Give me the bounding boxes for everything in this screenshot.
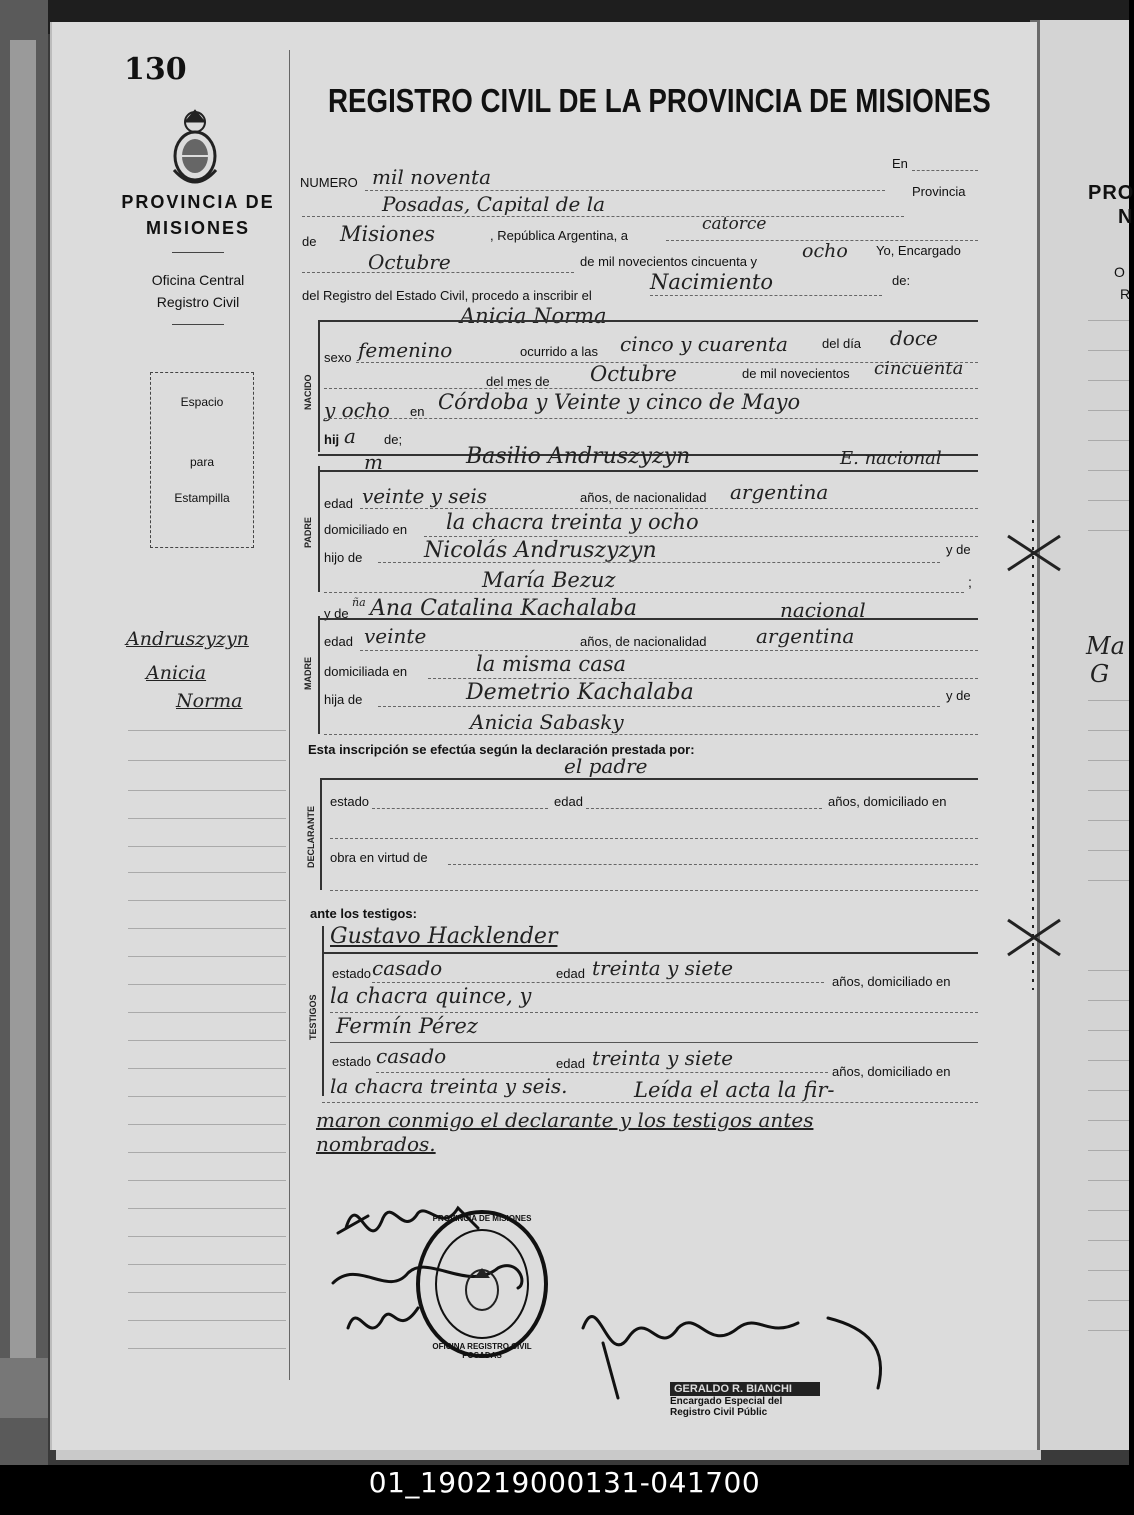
mother-hija-label: hija de [324,692,363,707]
numero-label: NUMERO [300,175,358,190]
stamp-line: GERALDO R. BIANCHI [670,1382,820,1396]
witness-1-estado: casado [372,956,443,980]
father-name-suffix: E. nacional [840,448,942,469]
witness-1-name: Gustavo Hacklender [330,924,558,949]
declarante-obra-label: obra en virtud de [330,850,428,865]
column-divider [289,50,290,1380]
rule [318,618,978,620]
father-nac-value: argentina [730,480,829,504]
stamp-box-label: Estampilla [174,491,230,505]
mother-name-suffix: nacional [780,598,866,622]
year-value: ocho [802,240,848,262]
office-label-2: Registro Civil [156,294,240,310]
official-name-stamp [670,1382,820,1418]
province-name: MISIONES [145,218,250,238]
maternal-grandmother: Anicia Sabasky [470,710,624,734]
fill-line [372,808,548,809]
nacido-section-label: NACIDO [303,374,313,410]
witness-1-estado-label: estado [332,966,372,981]
mother-edad-label: edad [324,634,353,649]
mother-nac-label: años, de nacionalidad [580,634,707,649]
closing-line-2: maron conmigo el declarante y los testigos antes [316,1108,814,1132]
rule [330,1042,978,1043]
seal-icon [414,1208,550,1360]
mother-dom-value: la misma casa [476,652,627,676]
page-title: REGISTRO CIVIL DE LA PROVINCIA DE MISIONES [328,82,991,119]
witness-2-estado: casado [376,1044,447,1068]
hij-label: hij [324,432,340,447]
next-page-margin-note: Ma [1086,632,1125,660]
declarante-estado-label: estado [330,794,370,809]
sexo-value: femenino [358,338,453,362]
next-page-margin-note: G [1090,660,1110,688]
seal-top-text: PROVINCIA DE MISIONES [432,1214,532,1223]
maternal-grandfather: Demetrio Kachalaba [466,680,694,705]
fill-line [302,272,574,273]
testigos-section-label: TESTIGOS [308,994,318,1040]
testigos-intro: ante los testigos: [310,906,417,921]
fill-line [424,536,978,537]
closing-line-1: Leída el acta la fir- [634,1078,835,1102]
event-value: Nacimiento [650,270,774,294]
witness-1-domicilio: la chacra quince, y [330,984,532,1008]
declarante-bracket [320,780,322,890]
paternal-grandfather: Nicolás Andruszyzyn [424,538,657,563]
father-dom-label: domiciliado en [324,522,408,537]
stamp-line: Encargado Especial del [670,1396,783,1407]
en-place-label: en [410,404,425,419]
fill-line [428,678,978,679]
official-seal [414,1208,550,1360]
father-hijo-label: hijo de [324,550,363,565]
mother-title-sup: ña [352,596,366,609]
rule [320,778,978,780]
fill-line [376,1072,828,1073]
semicolon: ; [968,574,972,590]
margin-note-given-2: Norma [176,690,243,712]
fill-line [324,418,978,419]
mes-label: del mes de [486,374,550,389]
stamp-box [150,372,254,548]
witness-1-edad-label: edad [556,966,585,981]
de-label: de [302,234,317,249]
mother-y-de-label: y de [324,606,349,621]
month-value: Octubre [368,250,451,274]
father-nac-label: años, de nacionalidad [580,490,707,505]
hij-de-label: de; [384,432,403,447]
ocurrido-label: ocurrido a las [520,344,599,359]
fill-line [372,982,824,983]
fill-line [302,216,904,217]
birth-month-value: Octubre [590,362,677,386]
year-label: de mil novecientos cincuenta y [580,254,758,269]
next-page-fragment: N [1118,206,1133,228]
stitch-marks [1000,520,1070,1000]
witness-2-domicilio: la chacra treinta y seis. [330,1074,568,1098]
fill-line [365,190,885,191]
page-number: 130 [124,52,187,87]
province-label: PROVINCIA DE [121,192,275,212]
office-label: Oficina Central [151,272,245,288]
mother-dom-label: domiciliada en [324,664,408,679]
witness-1-edad: treinta y siete [592,956,734,980]
hour-value: cinco y cuarenta [620,332,788,356]
padre-section-label: PADRE [303,517,313,548]
next-page-fragment: R [1120,286,1131,302]
person-name: Anicia Norma [460,304,607,328]
file-id-caption: 01_190219000131-041700 [368,1466,761,1499]
divider [172,324,224,325]
book-spine-edge [0,0,48,1465]
father-y-de-label: y de [946,542,971,557]
declarante-intro: Esta inscripción se efectúa según la declaración prestada por: [308,742,695,757]
witness-2-name: Fermín Pérez [336,1014,478,1038]
rule [318,470,978,472]
fill-line [360,508,978,509]
paternal-grandmother: María Bezuz [482,568,616,592]
birth-year-value-2: y ocho [324,398,390,422]
numero-value: mil noventa [372,165,492,189]
seal-bottom-text: OFICINA REGISTRO CIVIL POSADAS [432,1342,532,1360]
madre-section-label: MADRE [303,657,313,690]
fill-line [324,592,964,593]
sexo-label: sexo [324,350,352,365]
fill-line [324,734,978,735]
margin-note-surname: Andruszyzyn [126,628,249,650]
next-page-fragment: O [1114,264,1125,280]
birth-place-value: Córdoba y Veinte y cinco de Mayo [438,390,801,414]
day-value: catorce [702,214,767,234]
next-page-fragment: PRO [1088,182,1134,204]
fill-line [448,864,978,865]
registro-label: del Registro del Estado Civil, procedo a inscribir el [302,288,592,303]
fill-line [330,838,978,839]
birth-day-value: doce [890,326,938,350]
del-dia-label: del día [822,336,862,351]
declarante-edad-label: edad [554,794,583,809]
provincia-label: Provincia [912,184,966,199]
fill-line [330,890,978,891]
encargado-label: Yo, Encargado [876,243,961,258]
nacido-bracket [318,322,320,452]
place-value: Posadas, Capital de la [382,192,606,216]
fill-line [378,706,940,707]
madre-bracket [318,616,320,734]
mother-nac-value: argentina [756,624,855,648]
declarante-value: el padre [564,754,648,778]
stamp-line: Registro Civil Públic [670,1407,768,1418]
father-edad-label: edad [324,496,353,511]
coat-of-arms-icon [166,108,224,190]
de2-label: de: [892,273,911,288]
rule [322,952,978,954]
birth-year-value-1: cincuenta [874,358,964,379]
fill-line [322,1102,978,1103]
margin-note-given: Anicia [146,662,207,684]
closing-line-3: nombrados. [316,1132,436,1156]
stamp-box-label: para [189,455,215,469]
fill-line [360,650,978,651]
rule [318,320,978,322]
stamp-box-label: Espacio [180,395,224,409]
declarante-section-label: DECLARANTE [306,806,316,868]
declarante-anos-label: años, domiciliado en [828,794,947,809]
witness-2-edad-label: edad [556,1056,585,1071]
hij-value: a [344,424,356,448]
father-dom-value: la chacra treinta y ocho [446,510,699,534]
en-label: En [892,156,908,171]
divider [172,252,224,253]
mil-label: de mil novecientos [742,366,850,381]
mother-edad-value: veinte [364,624,427,648]
witness-2-estado-label: estado [332,1054,372,1069]
father-edad-value: veinte y seis [362,484,488,508]
father-name: Basilio Andruszyzyn [466,444,691,469]
padre-prefix: m [364,450,383,474]
mother-y-de-label-2: y de [946,688,971,703]
padre-bracket [318,466,320,592]
fill-line [586,808,822,809]
fill-line [378,562,940,563]
fill-line [912,170,978,171]
province-value: Misiones [340,222,436,246]
witness-2-anos-label: años, domiciliado en [832,1064,951,1079]
fill-line [650,295,882,296]
mother-name: Ana Catalina Kachalaba [370,596,637,621]
witness-2-edad: treinta y siete [592,1046,734,1070]
republica-label: , República Argentina, a [490,228,629,243]
fill-line [324,388,978,389]
witness-1-anos-label: años, domiciliado en [832,974,951,989]
fill-line [330,1012,978,1013]
